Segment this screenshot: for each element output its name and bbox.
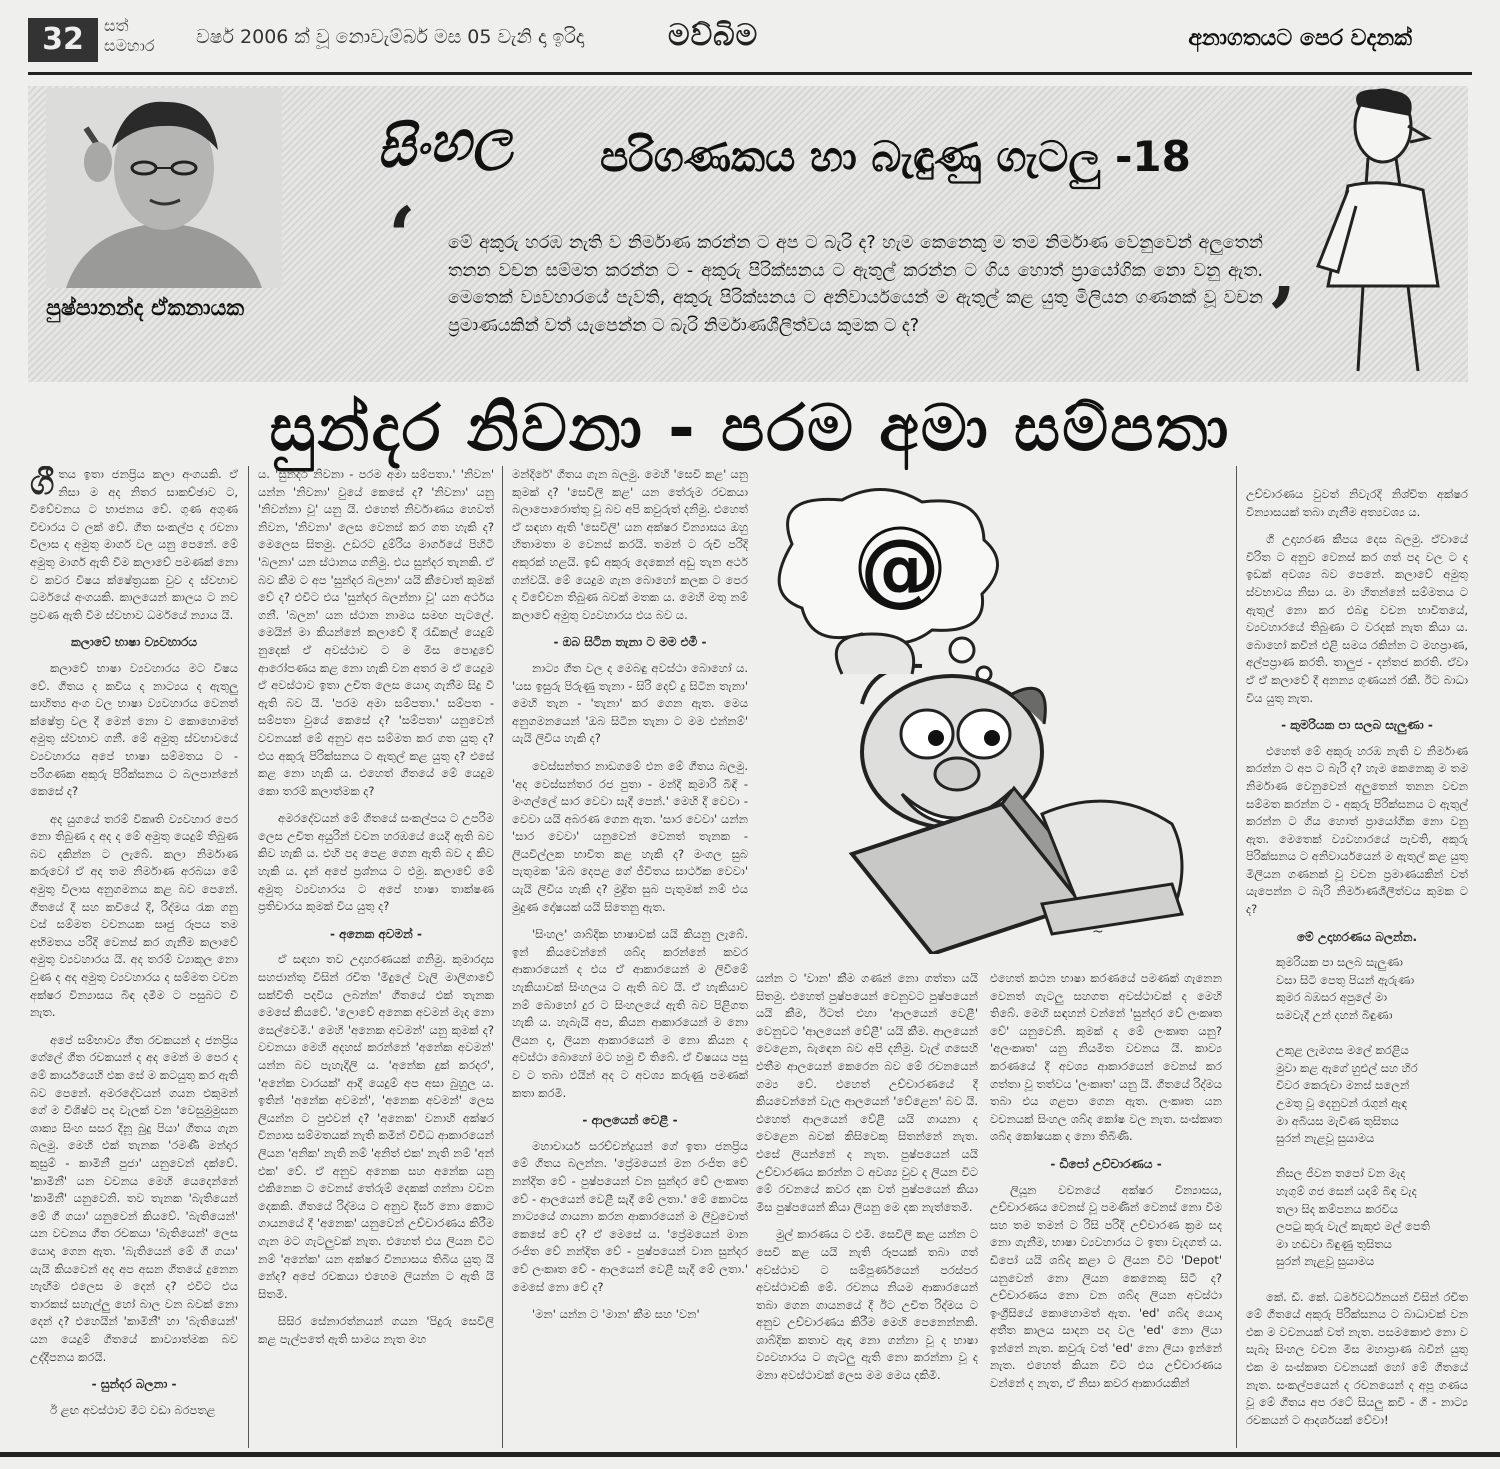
newspaper-name: මව්බිම [668, 18, 759, 53]
open-quote-icon: ‘ [388, 189, 416, 283]
author-name: පුෂ්පානන්ද ඒකනායක [46, 296, 245, 321]
paragraph: ය. 'සුන්දර නිවනා - පරම අමා සම්පතා.' 'නිවන' යන්න 'නිවනා' වුයේ කෙසේ ද? 'නිවනා' යනු 'නිවන්නා වූ' යනු යි. එහෙත් නිර්වාණය හෙවත් නිවන, 'නිවනා' ලෙස වෙනස් කර ගත හැකි ද? මෙලෙස සිතමු. උඩරට දුම්රිය මාර්ගයේ පිහිටි 'බලනා' යන ස්ථානය ගනිමු. එය සුන්දර තැනකි. ඒ බව කීම ට අප 'සුන්දර බලනා' යයි කීවොත් කුමක් වේ ද? එවිට එය 'සුන්දර බලන්නා වූ' යන අර්ථය ගනී. 'බලන' යන ස්ථාන නාමය සමඟ පැටලේ. මෙයින් මා කියන්නේ කලාවේ දී රැඩිකල් යෙදුම් නුදෙක් ඒ අවස්ථාව ට ම මිස පොදුවේ ආරෝපණය කළ නො හැකි වන අතර ම ඒ යෙදුම ඒ අවස්ථාව ඉතා උචිත ලෙස යොදා ගැනීම සිදු වී ඇති බව යි. 'පරම අමා සම්පතා.' සම්පත - සම්පතා වුයේ කෙසේ ද? 'සම්පතා' යනුවෙන් වචනයක් මේ අනුව අප සම්මත කර ගත යුතු ද? එය අකුරු පිරික්සනය ට ඇතුල් කළ යුතු ද? එසේ කළ නො හැකි ය. එහෙත් ගීතයේ මේ යෙදුම කො තරම් කලාත්මක ද? [258, 467, 494, 798]
subheading: මේ උදාහරණය බලන්න. [1296, 929, 1418, 944]
paragraph: කේ. ඩී. කේ. ධර්මවර්ධනයන් විසින් රචිත මේ ගීතයේ අකුරු පිරික්සනය ට බාධාවක් වන එක ම වචනයක් වත් නැත. පසමකොළු නො ව සැබෑ සිංහල වචන මිස මහාප්‍රාණ බවින් යුතු එක ම සංස්කෘත වචනයක් හෝ මේ ගීතයේ නැත. සංකල්පයෙන් ද රචනයෙන් ද අපූ ගණය වූ මේ ගීතය අප රටේ සියලු කවි - ගී - නාට්‍ය රචකයන් ට ආදර්ශයක් වේවා! [1246, 1289, 1468, 1427]
poem-verse-3 [1246, 1165, 1468, 1271]
paragraph: 'සිංහල' ශාබ්දික භාෂාවක් යයි කියනු ලැබේ. ඉන් කියවෙන්නේ ශබ්ද කරන්නේ කවර ආකාරයෙන් ද එය ඒ ආකාරයෙන් ම ලිවීමේ හැකියාවක් සිංහලය ට ඇති බව යි. ඒ හැකියාව නම් බොහෝ දුර ට සිංහලයේ ඇති බව පිළිගත හැකි ය. හැබැයි අප, කියන ආකාරයෙන් ම නො ලියන ද, ලියන ආකාරයෙන් ම නො කියන ද අවස්ථා බොහෝ මට හමු වී තිබේ. ඒ විෂයය පසු ව ට තබා එයින් අද ට අවශ්‍ය කරුණු පමණක් කතා කරමි. [512, 927, 748, 1100]
poem-line: මා හඬවා බිඳුණු තුසිතය [1276, 1236, 1392, 1251]
svg-text:~: ~ [1092, 924, 1104, 940]
poem-line: සුරන් නැළවූ සුයාමය [1276, 1131, 1375, 1146]
subheading: - සුන්දර බලනා - [91, 1377, 177, 1392]
article-column-5 [990, 970, 1222, 1448]
masthead [28, 12, 1472, 75]
paragraph: ඒ සඳහා තව උදාහරණයක් ගනිමු. කුමාරදාස සහජාන්තු විසින් රචිත 'මිදුලේ වැලි මාලිගාවේ සක්විති පදවිය ලබන්න' ගීතයේ එක් තැනක මෙසේ කියවේ. 'ලොවේ අනෙක අවමන් මැද නො සෙල්වෙමි.' මෙහි 'අනෙක අවමන්' යනු කුමක් ද? වචනයා මෙහි අදහස් කරන්නේ 'අනේක අවමන්' යන්න බව පැහැදිලි ය. 'අනේක දුක් කරදර', 'අනේක වාරයක්' ආදී යෙදුම් අප අසා බුහුල ය. ඉතින් 'අනේක අවමන්', 'අනෙක අවමන්' ලෙස ලියන්න ට පුළුවන් ද? 'අනෙක' වනාහි අක්ෂර වින්‍යාස සම්මතයක් නැති කමින් විවිධ ආකාරයෙන් ලියන 'අනික' නැති නම් 'අනිත් එක' නැති නම් 'අන් එක' වේ. ඒ අනුව අනෙක සහ අනේක යනු එකිනෙක ට වෙනස් තේරුම් දෙකක් ගන්නා වචන දෙකකි. ගීතයේ රිද්මය ට අනුව දීර්ඝ නො කොට ගායනයේ දී 'අනෙක' යනුවෙන් උච්චාරණය කිරීම ගැන මට ගැටලුවක් නැත. එහෙත් එය ලියන විට නම් 'අනේක' යන අක්ෂර වින්‍යාසය තිබිය යුතු යි නේද? අපේ රචකයා එහෙම ලියන්න ට ඇති යි සිතමි. [258, 952, 494, 1301]
drop-cap: ගී [30, 466, 55, 503]
paragraph: නාට්‍ය ගීත වල ද මෙබඳු අවස්ථා බොහෝ ය. 'යස ඉසුරු පිරුණු තැනා - සිරි දෙව් දු සිටින තැනා' මෙහි තැන - 'තැනා' කර ගෙන ඇත. මෙය අනුගමනයෙන් 'ඔබ සිටින තැනා ට මම එන්නම්' යැයි ලිවිය හැකි ද? [512, 660, 748, 746]
date-line: වර්ෂ 2006 ක් වූ නොවැම්බර් මස 05 වැනි දා ඉරිදා [196, 26, 585, 48]
article-column-4 [756, 970, 978, 1448]
poem-line: උමතු වූ දෙනුවන් රැගුන් ඇඳ [1276, 1096, 1408, 1110]
subheading: - ඔබ සිටින තැනා ට මම එමී - [553, 635, 707, 650]
feature-banner [28, 86, 1468, 382]
column-rule [248, 466, 249, 1448]
supplement-name: සත් සමහාර [104, 16, 155, 55]
poem-line: මා අබියස මැවිණ තුසිතය [1276, 1113, 1399, 1128]
poem-line: කුමරියක පා සලබ සැලුණා [1276, 955, 1403, 970]
poem-line: උකුළ ලැමගස මලේ කරළිය [1276, 1043, 1409, 1058]
paragraph: යන්න ට 'වාන' කීම ගණන් නො ගත්තා යයි සිතමු. එහෙත් පුෂ්පයෙන් වෙනුවට පුෂ්පයෙන් යයි කීම, ඊටත් එහා 'ආලයෙන් වෙළී' වෙනුවට 'ආලයෙන් වේළී' යයි කීම. ආලයෙන් වෙළෙන, බැඳෙන බව අපි දනිමු. වැල් ගසෙහි එතීම ආලයෙන් කෙරෙන බව මේ රචනයෙන් ගම්‍ය වේ. එහෙත් උච්චාරණයේ දී කියවෙන්නේ වැල ආලයෙන් 'වේළෙන' බව යි. එහෙත් ආලයෙන් වේළී යයි ගායනා ද වෙළෙන බවක් කිසිවෙකු සිතන්නේ නැත. එසේ ලියන්නේ ද නැත. පුෂ්පයෙන් යයි උච්චාරණය කරන්න ට අවශ්‍ය වුව ද ලියන විට මේ රචනයේ කවර දක වත් පුෂ්පයෙන් කියා මීස පුෂ්පයෙන් කියා ලියනු මෙ දක නැත්තෙමි. [756, 971, 978, 1214]
paragraph: අද යුගයේ තරම් විකෘති ව්‍යවහාර පෙර නො තිබුණ ද අද ද මේ අමුතු යෙදුම් තිබුණ බව දකින්න ට ලැබේ. කලා නිර්මාණ කරුවෝ ඒ අද තම නිර්මාණ අරබයා මේ අමුතු විලාස අනුගමනය කළ බව පෙනේ. ගීතයේ දී සහ කවියේ දී, රිද්මය රැක ගනු වස් සම්මත වචනයක සෘජු රූපය තම අභිමතය පරිදි වෙනස් කර ගැනීම කලාවේ අමුතු ව්‍යවහාරය යි. අද තරම් ව්‍යාකූල නො වුණ ද අද අමුතු ව්‍යවහාරය ද සම්මත වචන අක්ෂර වින්‍යාසය බිඳ දමීම ට පසුබට වී නැත. [30, 811, 238, 1020]
subheading: කලාවේ භාෂා ව්‍යවහාරය [71, 635, 197, 650]
paragraph: එහෙත් කථන භාෂා කරණයේ පමණක් ගැනෙන වෙනත් ගැටලු සහගත අවස්ථාවක් ද මෙහි තිබේ. මෙහි සඳහන් වන්නේ 'සුන්දර වේ ලංකෘත වේ' යනුවෙනි. කුමක් ද මේ ලංකෘත යනු? 'අලංකෘත' යනු නියමිත වචනය යි. කාව්‍ය කරණයේ දී අවශ්‍ය ආකාරයෙන් වෙනස් කර ගත්තා වූ තත්වය 'ලංකෘත' යනු යි. ගීතයේ රිද්මය තබා එය ගළපා ගෙන ඇත. ලංකෘත යන වචනයක් සිංහල ශබ්ද කෝෂ වල නැත. සංස්කෘත ශබ්ද කෝෂයක ද නො තිබිණි. [990, 971, 1222, 1144]
paragraph: වෙස්සන්තර නාඩගමේ එන මේ ගීතය බලමු. 'අද වෙස්සන්තර රජ පුතා - මන්දි කුමාරි බිඳි - මංගල්ලේ සාර වෙවා සැදී පෙන්.' මෙහි දී වෙවා - වෙවා යයි අබරණ ගෙන ඇත. 'සාර වෙවා' යන්න 'සාර වෙවා' යනුවෙන් වෙනත් තැනක - ලියවිල්ලක භාවිත කළ හැකි ද? මංගල සුබ පැතුමක 'ඔබ දෙපළ ගේ ජීවිතය සාර්ථක වෙවා' යැයි ලිවිය හැකි ද? මුද්‍රිත සුබ පැතුමක් නම් එය මුදුණ දෝෂයක් යයි සිතෙනු ඇත. [512, 758, 748, 914]
poem-line: හැගුම් ගජ සෙන් යදම් බිඳ වැද [1276, 1183, 1417, 1198]
poem-line: වසා සිටි පෙතු පියන් ඇරුණා [1276, 972, 1415, 987]
poem-line: සුරන් නැළවූ සුයාමය [1276, 1254, 1375, 1269]
series-title: පරිගණකය හා බැඳුණු ගැටලු -18 [600, 132, 1191, 181]
intro-quote: මේ අකුරු හරඹ නැති ව නිර්මාණ කරන්න ට අප ට බැරි ද? හැම කෙනෙකු ම තම නිර්මාණ වෙනුවෙන් අලුතෙන් තනන වචන සම්මත කරන්න ට - අකුරු පිරික්සනය ට ඇතුල් කරන්න ට ගිය හොත් ප්‍රායෝගික නො වනු ඇත. මෙතෙක් ව්‍යවහාරයේ පැවති, අකුරු පිරික්සනය ට අනිවාර්යයෙන් ම ඇතුල් කළ යුතු මිලියන ගණනක් වූ වචන ප්‍රමාණයකින් වත් යැපෙන්න ට බැරි නිර්මාණශීලීත්වය කුමක ට ද? [448, 233, 1263, 336]
article-column-2 [258, 466, 494, 1448]
subheading: - ආලයෙන් වෙළී - [582, 1113, 678, 1128]
subheading: - කුමරියක පා සලබ සැලුණා - [1281, 718, 1433, 733]
paragraph: කලාවේ භාෂා ව්‍යවහාරය මට විෂය වේ. ගීතය ද කවිය ද නාට්‍යය ද ඇතුලු සාහිත්‍ය අංග වල භාෂා ව්‍යවහාරය වෙනත් ක්ෂේත්‍ර වල දී මෙන් නො ව කොහොමත් අමුතු ස්වභාව ගනී. මේ අමුතු ස්වභාවයේ ව්‍යවහාරය අපේ භාෂා සම්මතය ට - පරිගණක අකුරු පිරික්සනය ට බලපාන්නේ කෙසේ ද? [30, 660, 238, 799]
column-rule [1236, 466, 1237, 1448]
paragraph: තය ඉතා ජනප්‍රිය කලා අංගයකි. ඒ නිසා ම අද නිතර සාකච්ඡාව ට, විවේචනය ට භාජනය වේ. ගුණ අගුණ විචාරය ට ලක් වේ. ගීත සංකල්ප ද රචනා විලාස ද අමුතු මාර්ග වල යනු පෙනේ. මේ අමුතු මාර්ග ඇති වීම කලාවේ පමණක් නො ව කවර විෂය ක්ෂේත්‍රයක වුව ද ස්වභාව ධර්මයේ අංගයකි. කාලයෙන් කාලය ට නව ප්‍රවණ ඇති වීම ස්වභාව ධර්මයේ න්‍යාය යි. [30, 467, 238, 622]
article-headline: සුන්දර නිවනා - පරම අමා සම්පතා [269, 392, 1231, 466]
page-number: 32 [28, 18, 98, 62]
poem-line: ලපටු කුරු වැල් කැකුළු මල් පෙති [1276, 1219, 1430, 1234]
paragraph: මුල් කාරණය ට එමි. සෙවිලි කළ යන්න ට සෙවි කළ යයි නැති රූපයක් තබා ගත් අවස්ථාව ට සම්පූර්ණයෙන් පරස්පර අවස්ථාවකි මේ. රචනය නියම ආකාරයෙන් තබා ගෙන ගායනයේ දී ඊට උචිත රිද්මය ට අනුව උච්චාරණය කිරීම මෙහි පෙනෙන්නකි. ශාබ්දික කතාව ඇඳා නො ගන්නා වූ ද භාෂා ව්‍යවහාරය ට ගැටලු ඇති නො කරන්නා වූ ද මනා අවස්ථාවක් ලෙස මම මෙය දකිමි. [756, 1227, 978, 1383]
section-tag: අනාගතයට පෙර වදනක් [1188, 26, 1412, 51]
paragraph: අමරදේවයන් මේ ගීතයේ සංකල්පය ට උපරිම ලෙස උචිත අයුරින් වචන හරඹයේ යෙදී ඇති බව කිව හැකි ය. එහි පද පෙළ ගෙන ඇති බව ද කිව හැකි ය. දැන් අපේ ප්‍රශ්නය ට එමු. කලාවේ මේ අමුතු ව්‍යවහාරය ට අපේ භාෂා තාක්ෂණ ප්‍රතිචාරය කුමක් විය යුතු ද? [258, 811, 494, 914]
poem-line: මුවා කළ ඇගේ හුළුල් සහ හිර [1276, 1060, 1418, 1075]
subheading: - ඩිපෝ උච්චාරණය - [1050, 1156, 1162, 1171]
paragraph: මහාචාර්ය සරච්චන්ද්‍රයන් ගේ ඉතා ජනප්‍රිය මේ ගීතය බලන්න. 'ප්‍රේමයෙන් මන රංජිත වේ නන්දිත වේ - පුෂ්පයෙන් වන සුන්දර වේ ලංකෘත වේ - ආලයෙන් වෙළී සැදී මේ ලතා.' මේ කොටස නාට්‍යයේ ගායනා කරන ආකාරයෙන් ම ලිවුවොත් කෙසේ වේ ද? ඒ මෙසේ ය. 'ප්‍රේමයෙන් මාන රංජිත වේ නන්දිත වේ - පුෂ්පයෙන් වාන සුන්දර වේ ලංකෘත වේ - ආලයෙන් වෙළී සැදී මේ ලතා.' මෙසේ නො වේ ද? [512, 1138, 748, 1294]
article-column-3 [512, 466, 748, 1448]
poem-verse-2 [1246, 1042, 1468, 1148]
paragraph: අපේ සම්භාව්‍ය ගීත රචකයන් ද ජනප්‍රිය ගේලේ ගීත රචකයන් ද අද මෙන් ම පෙර ද මේ කාර්යයෙහි එක සේ ම කටයුතු කර ඇති බව පෙනේ. අමරදේවයන් ගයන එකුමන් ගේ ම විශිෂ්ට පද වැලක් වන 'වෙසුමුමුසන ශාක්‍ය සිංහ සසර දිනූ බුදු පියා' ගීතය ගැන බලමු. මෙහි එක් තැනක 'රමණී මන්දාර කුසුම් - කාමිනී පුජා' යනුවෙන් දක්වේ. 'කාමිනී' යන වචනය මෙහි යෙදෙන්නේ 'කාමිනී' යනුවෙනි. තව තැනක 'බැතියෙන් මේ ගී ගයා' යනුවෙන් කියවේ. 'බැතියෙන්' යන වචනය ගීත රචකයා 'බැතියෙන්' ලෙස යොදා ගෙන ඇත. 'බැතියෙන් මේ ගී ගයා' යැයි කියවෙන් අද අප අසන ගීතයේ දුනෙන හැඟීම එලෙස ම දෙන් ද? එවිට එය තාරකස් සහැල්ලු හෝ බාල වන බවක් නො දෙන් ද? එහෙයින් 'කාමිනී' හා 'බැතියෙන්' යන යෙදුම් ගීතයේ කාව්‍යාත්මක බව උද්දීපනය කරයි. [30, 1032, 238, 1364]
paragraph: එහෙත් මේ අකුරු හරඹ නැති ව නිර්මාණ කරන්න ට අප ට බැරි ද? හැම කෙනෙකු ම තම නිර්මාණ වෙනුවෙන් අලුතෙන් තනන වචන සම්මත කරන්න ට - අකුරු පිරික්සනය ට ඇතුල් කරන්න ට ගිය හොත් ප්‍රායෝගික නො වනු ඇත. මෙතෙක් ව්‍යවහාරයේ පැවති, අකුරු පිරික්සනය ට අනිවාර්යයෙන් ම ඇතුල් කළ යුතු මිලියන ගණනක් වූ වචන ප්‍රමාණයකින් වත් යැපෙන්න ට බැරි නිර්මාණශීලීත්වය කුමක ට ද? [1246, 743, 1468, 917]
article-column-1 [30, 466, 238, 1448]
poem-line: සමවැදී උන් දහන් බිඳුණා [1276, 1008, 1393, 1023]
paragraph: උච්චාරණය වුවත් නිවැරදි නිශ්චිත අක්ෂර වින්‍යාසයක් තබා ගැනීම අත්‍යවශ්‍ය ය. [1246, 487, 1468, 519]
series-logo: සිංහල [372, 103, 516, 181]
computer-user-cartoon [752, 484, 1218, 954]
paragraph: 'මන' යන්න ට 'මාන' කීම සහ 'වන' [532, 1307, 700, 1322]
bottom-rule [0, 1452, 1500, 1457]
paragraph: ඊ ළඟ අවස්ථාව මීට වඩා බරපතළ [50, 1402, 216, 1417]
poem-line: තලා සිද කම්පනය කරවිය [1276, 1201, 1399, 1216]
article-column-6 [1246, 486, 1468, 1448]
cartoon-man-illustration [1288, 86, 1458, 376]
author-photo [46, 88, 282, 368]
paragraph: සිසිර සේනාරත්නයන් ගයන 'පිදුරු සෙවිලි කළ පැල්පතේ ඇති සාමය නැත මහ [258, 1314, 494, 1346]
poem-line: නිසල ජීවන තපෝ වන මැද [1276, 1166, 1406, 1181]
poem-verse-1 [1246, 954, 1468, 1024]
poem-line: විවර කෙරුවා මනස් සලෙන් [1276, 1078, 1410, 1093]
svg-text:@: @ [860, 522, 940, 615]
paragraph: ගී උදාහරණ කීපය දෙස බලමු. ඒවායේ විරිත ට අනුව වෙනස් කර ගත් පද වල ට ද ඉඩක් අවශ්‍ය බව පෙනේ. කලාවේ අමුතු ස්වභාවය නිසා ය. මා හිතන්නේ සම්මතය ට ඇතුල් නො කර එබඳු වචන භාවිතයේ, ව්‍යවහාරයේ තිබුණා ට වරදක් නැත කියා ය. බොහෝ කවීන් එළි සමය රකින්න ට මහප්‍රාණ, අල්පප්‍රාණ කරති. තාලුජ - දන්තජ කරති. ඒවා ඒ ඒ කලාවේ දී අනන්‍ය ගුණයන් රකී. ඊට බාධා විය යුතු නැත. [1246, 532, 1468, 705]
column-rule [502, 466, 503, 1448]
close-quote-icon: ’ [1268, 269, 1296, 363]
paragraph: ලියූන වචනයේ අක්ෂර වින්‍යාසය, උච්චාරණය වෙනස් වූ පමණින් වෙනස් නො වීම සහ තම තමන් ට රිසි පරිදි උච්චාරණ ක්‍රම සද නො ගැනීම, භාෂා ව්‍යවහාරය ට ඉතා වැදගත් ය. ඩිපෝ යයි ශබ්ද කළා ට ලියන විට 'Depot' යනුවෙන් නො ලියන කෙනෙකු සිටී ද? උච්චාරණය නො වන ශබ්ද ලියන අවස්ථා ඉංග්‍රීසියේ කොහොමත් ඇත. 'ed' ශබ්ද යොදා අතීත කාලය සාදන පද වල 'ed' නො ලියා ඉන්නේ නැත. කවුරු වත් 'ed' නො ලියා ඉන්නේ නැත. එහෙත් කියන විට එය උච්චාරණය වන්නේ ද නැත, ඒ නිසා කවර ආකාරයකින් [990, 1182, 1222, 1391]
poem-line: කුමර බඹසර අපුලේ මා [1276, 990, 1388, 1005]
paragraph: මන්දිරේ' ගීතය ගැන බලමු. මෙහි 'සෙවි කළ' යනු කුමක් ද? 'සෙවිලි කළ' යන තේරුම රචකයා බලාපොරොත්තු වූ බව අපි කවුරුත් දනිමු. එහෙත් ඒ සඳහා ඇති 'සෙවිලි' යන අක්ෂර වින්‍යාසය ඔහු හිතාමතා ම වෙනස් කරයි. තමන් ට රුචි පරිදි අකුරක් හළයි. ඉඩ් අකුරු දෙකෙන් අඩු තැන අර්ථ ගන්වයි. මේ යෙදුම ගැන බොහෝ කලක ට පෙර ද විවේචන තිබුණ බවක් මතක ය. මෙහි මතු නම් කලාවේ අමුතු ව්‍යවහාරය එය බව ය. [512, 467, 748, 622]
subheading: - අනෙක අවමන් - [330, 926, 422, 941]
